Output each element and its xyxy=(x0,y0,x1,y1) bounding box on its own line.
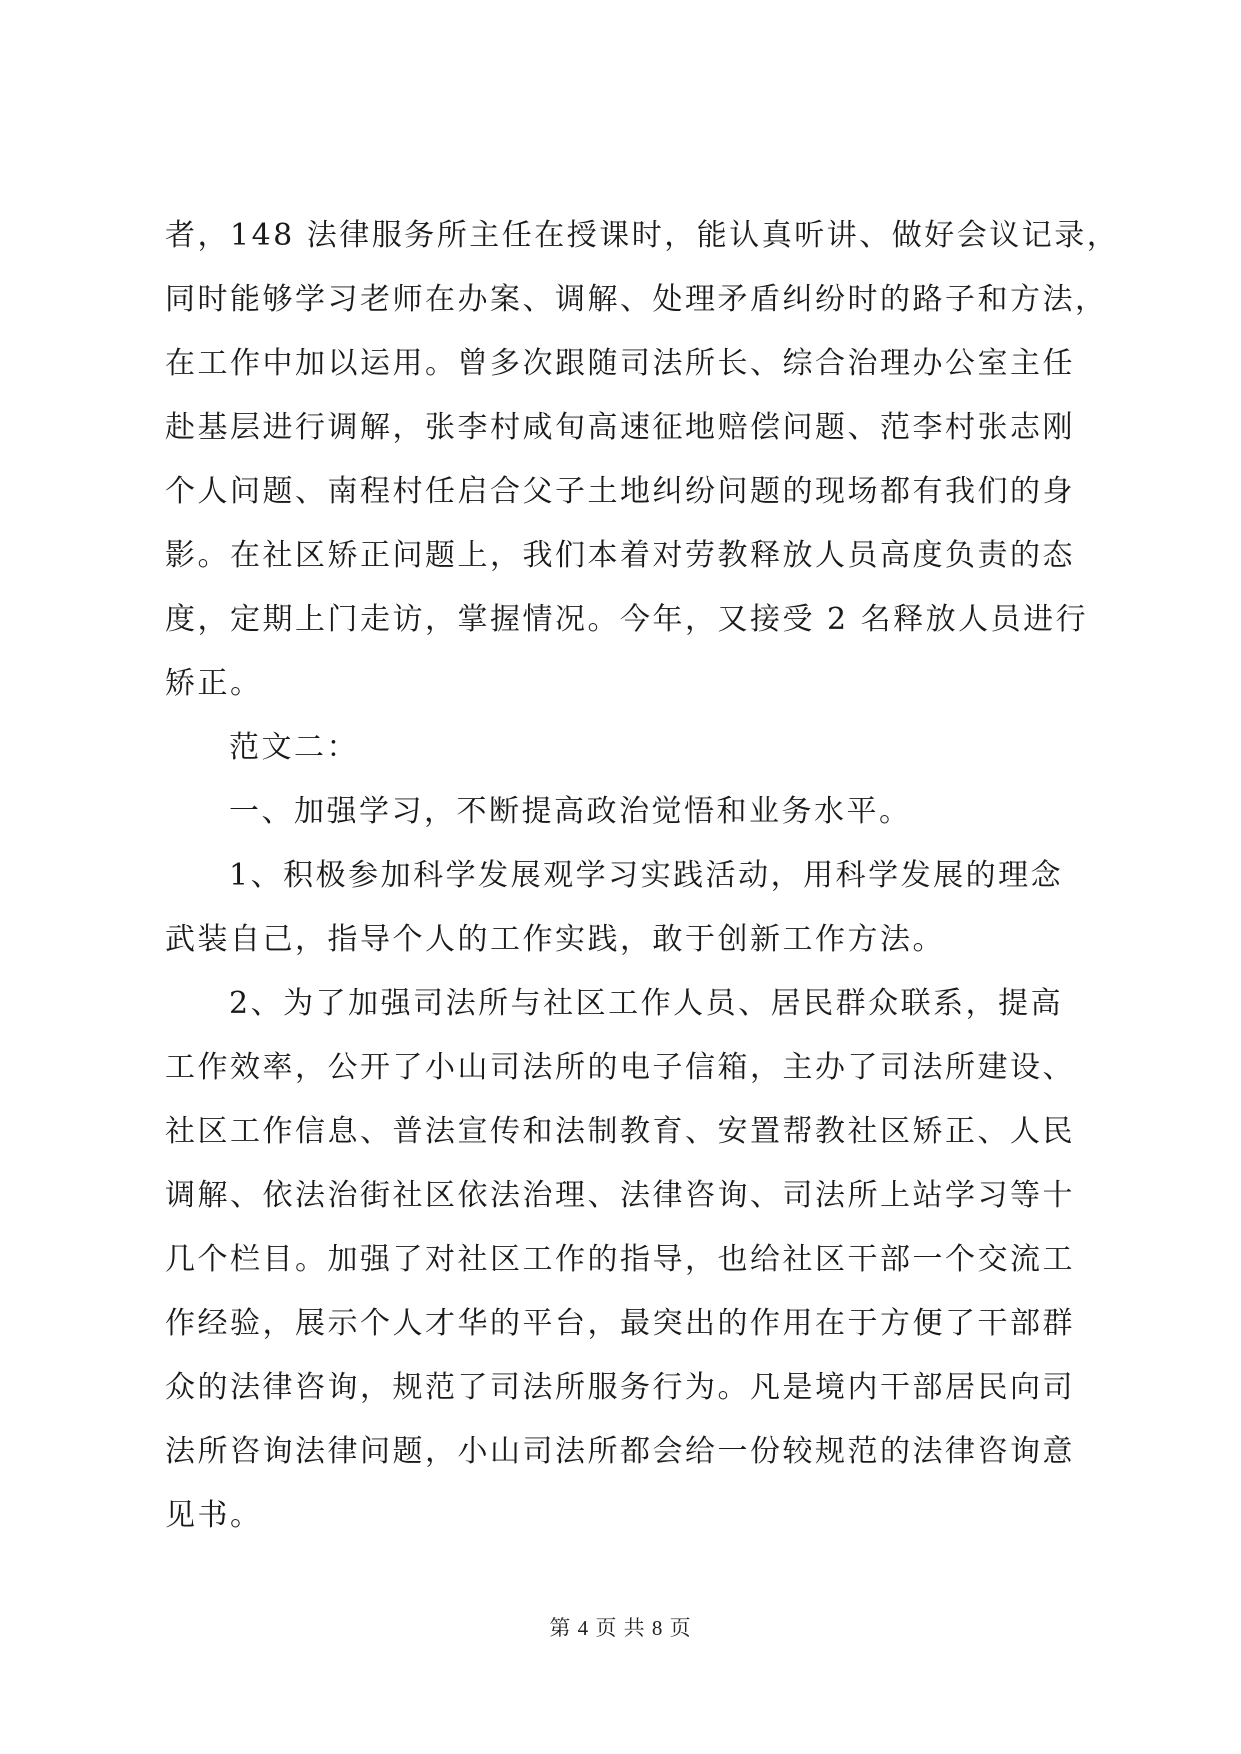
text-line: 者，148 法律服务所主任在授课时，能认真听讲、做好会议记录， xyxy=(165,218,1120,253)
text-line: 武装自己，指导个人的工作实践，敢于创新工作方法。 xyxy=(165,922,945,957)
section-heading: 范文二： xyxy=(229,730,359,765)
subsection-heading: 一、加强学习，不断提高政治觉悟和业务水平。 xyxy=(229,794,912,829)
text-line: 众的法律咨询，规范了司法所服务行为。凡是境内干部居民向司 xyxy=(165,1370,1075,1405)
text-line: 2、为了加强司法所与社区工作人员、居民群众联系，提高 xyxy=(229,986,1064,1021)
text-line: 同时能够学习老师在办案、调解、处理矛盾纠纷时的路子和方法， xyxy=(165,282,1108,317)
page-number-footer: 第 4 页 共 8 页 xyxy=(549,1616,692,1640)
text-line: 矫正。 xyxy=(165,666,263,701)
text-line: 个人问题、南程村任启合父子土地纠纷问题的现场都有我们的身 xyxy=(165,474,1075,509)
text-line: 1、积极参加科学发展观学习实践活动，用科学发展的理念 xyxy=(229,858,1064,893)
text-line: 赴基层进行调解，张李村咸旬高速征地赔偿问题、范李村张志刚 xyxy=(165,410,1075,445)
text-line: 在工作中加以运用。曾多次跟随司法所长、综合治理办公室主任 xyxy=(165,346,1075,381)
text-line: 社区工作信息、普法宣传和法制教育、安置帮教社区矫正、人民 xyxy=(165,1114,1075,1149)
text-line: 几个栏目。加强了对社区工作的指导，也给社区干部一个交流工 xyxy=(165,1242,1075,1277)
text-line: 作经验，展示个人才华的平台，最突出的作用在于方便了干部群 xyxy=(165,1306,1075,1341)
text-line: 度，定期上门走访，掌握情况。今年，又接受 2 名释放人员进行 xyxy=(165,602,1089,637)
text-line: 见书。 xyxy=(165,1498,263,1533)
text-line: 调解、依法治街社区依法治理、法律咨询、司法所上站学习等十 xyxy=(165,1178,1075,1213)
text-line: 法所咨询法律问题，小山司法所都会给一份较规范的法律咨询意 xyxy=(165,1434,1075,1469)
text-line: 工作效率，公开了小山司法所的电子信箱，主办了司法所建设、 xyxy=(165,1050,1075,1085)
text-line: 影。在社区矫正问题上，我们本着对劳教释放人员高度负责的态 xyxy=(165,538,1075,573)
document-body xyxy=(165,204,1125,1548)
